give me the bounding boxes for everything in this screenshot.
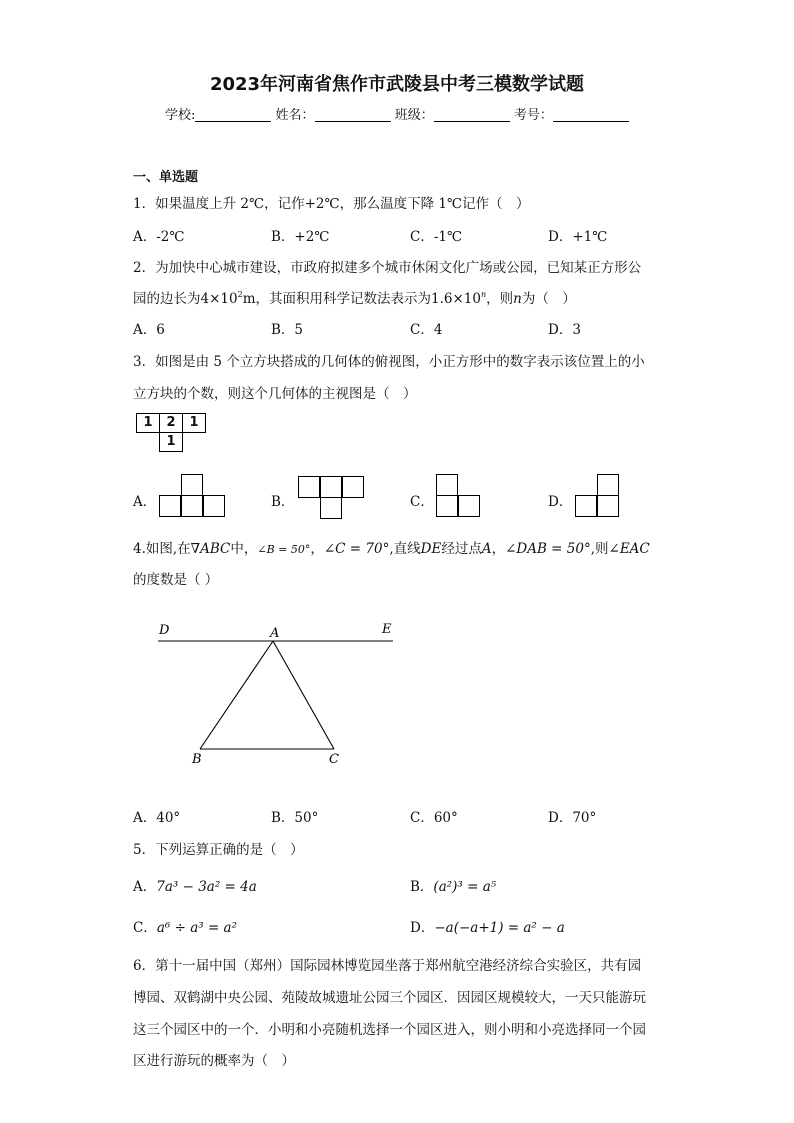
question-6-line4: 区进行游玩的概率为（ ） xyxy=(133,1053,295,1069)
q1-option-c: C．-1℃ xyxy=(410,229,463,245)
section-heading: 一、单选题 xyxy=(133,170,199,185)
name-blank[interactable] xyxy=(315,107,391,122)
grid-cell: 1 xyxy=(159,432,183,452)
q4-text: ， xyxy=(310,541,324,557)
side-ab xyxy=(200,641,273,749)
q3-option-a-label: A． xyxy=(133,494,157,510)
q5-option-d xyxy=(410,916,565,936)
side-ac xyxy=(273,641,334,749)
cube-square xyxy=(159,495,181,517)
number-label: 考号： xyxy=(513,108,553,123)
label-c: C xyxy=(329,752,339,767)
q5-expression: 7a³ − 3a² = 4a xyxy=(156,879,257,895)
q4-text: 经过点 xyxy=(441,541,482,557)
q2-side-exponent: 2 xyxy=(237,290,243,299)
q4-triangle-figure xyxy=(150,615,410,775)
q5-option-b xyxy=(410,875,496,895)
q2-variable: n xyxy=(513,291,522,307)
cube-square xyxy=(320,476,342,498)
q4-option-d: D．70° xyxy=(548,810,597,826)
student-info-line xyxy=(165,104,629,123)
name-label: 姓名： xyxy=(275,108,315,123)
q1-option-b: B．+2℃ xyxy=(271,229,330,245)
question-6-line1: 6．第十一届中国（郑州）国际园林博览园坐落于郑州航空港经济综合实验区，共有园 xyxy=(133,958,642,974)
label-d: D xyxy=(159,623,170,638)
q5-expression: −a(−a+1) = a² − a xyxy=(434,920,565,936)
school-blank[interactable] xyxy=(195,107,271,122)
q4-text: 中， xyxy=(230,541,258,557)
q1-option-d: D．+1℃ xyxy=(548,229,608,245)
cube-square xyxy=(436,474,458,496)
grid-cell: 1 xyxy=(182,413,206,433)
q5-option-a xyxy=(133,875,257,895)
q4-option-c: C．60° xyxy=(410,810,458,826)
question-2-line1: 2．为加快中心城市建设，市政府拟建多个城市休闲文化广场或公园，已知某正方形公 xyxy=(133,260,642,276)
q2-text: 园的边长为 xyxy=(133,291,201,307)
q4-angle-eac: ∠EAC xyxy=(608,541,650,557)
q5-option-label: A． xyxy=(133,879,157,895)
q5-option-label: B． xyxy=(410,879,434,895)
q2-text: ，则 xyxy=(486,291,514,307)
q5-expression: (a²)³ = a⁵ xyxy=(433,879,497,895)
question-3-line2: 立方块的个数，则这个几何体的主视图是（ ） xyxy=(133,386,417,402)
question-6-line2: 博园、双鹤湖中央公园、苑陵故城遗址公园三个园区．因园区规模较大，一天只能游玩 xyxy=(133,990,646,1006)
q4-text: 4.如图,在 xyxy=(133,541,191,557)
q2-option-b: B．5 xyxy=(271,322,304,338)
q3-option-c-label: C． xyxy=(410,494,434,510)
q2-text: ，其面积用科学记数法表示为 xyxy=(255,291,431,307)
question-5-stem: 5．下列运算正确的是（ ） xyxy=(133,842,304,858)
class-blank[interactable] xyxy=(434,107,510,122)
question-3-line1: 3．如图是由 5 个立方块搭成的几何体的俯视图，小正方形中的数字表示该位置上的小 xyxy=(133,354,645,370)
question-6-line3: 这三个园区中的一个．小明和小亮随机选择一个园区进入，则小明和小亮选择同一个园 xyxy=(133,1022,646,1038)
q4-angle-b: ∠B = 50° xyxy=(257,543,311,556)
label-a: A xyxy=(270,626,280,641)
grid-cell: 2 xyxy=(159,413,183,433)
q4-angle-dab: ∠DAB = 50° xyxy=(505,541,591,557)
q5-expression: a⁶ ÷ a³ = a² xyxy=(156,920,238,936)
cube-square xyxy=(320,497,342,519)
cube-square xyxy=(203,495,225,517)
q3-option-b-label: B． xyxy=(271,494,295,510)
q2-option-d: D．3 xyxy=(548,322,581,338)
cube-square xyxy=(458,495,480,517)
q4-text: ,则 xyxy=(590,541,609,557)
cube-square xyxy=(342,476,364,498)
q1-option-a: A．-2℃ xyxy=(133,229,185,245)
cube-square xyxy=(597,474,619,496)
q4-text: ， xyxy=(491,541,506,557)
q2-area-exponent: n xyxy=(480,290,487,299)
cube-square xyxy=(597,495,619,517)
q4-option-a: A．40° xyxy=(133,810,181,826)
question-2-line2 xyxy=(133,287,576,307)
question-4-line2: 的度数是（ ） xyxy=(133,572,219,588)
question-4-line1 xyxy=(133,537,650,557)
q2-option-c: C．4 xyxy=(410,322,443,338)
label-b: B xyxy=(192,752,202,767)
cube-square xyxy=(575,495,597,517)
cube-square xyxy=(436,495,458,517)
q4-text: ,直线 xyxy=(389,541,421,557)
q4-angle-c: ∠C = 70° xyxy=(323,541,390,557)
q4-triangle: ∇ABC xyxy=(190,541,231,557)
grid-cell: 1 xyxy=(136,413,160,433)
q4-option-b: B．50° xyxy=(271,810,319,826)
q5-option-c xyxy=(133,916,237,936)
class-label: 班级： xyxy=(394,108,434,123)
q4-point-a: A xyxy=(481,541,492,557)
q2-side-length: 4×10 xyxy=(200,291,238,307)
q3-option-d-label: D． xyxy=(548,494,573,510)
label-e: E xyxy=(382,622,392,637)
page-title: 2023年河南省焦作市武陵县中考三模数学试题 xyxy=(209,74,585,95)
q5-option-label: D． xyxy=(410,920,435,936)
cube-square xyxy=(298,476,320,498)
question-1-stem: 1．如果温度上升 2℃，记作+2℃，那么温度下降 1℃记作（ ） xyxy=(133,196,530,212)
cube-square xyxy=(181,495,203,517)
q4-line-de: DE xyxy=(420,541,442,557)
q2-unit: m xyxy=(242,291,256,307)
q2-area-expression: 1.6×10 xyxy=(431,291,481,307)
q5-option-label: C． xyxy=(133,920,157,936)
school-label: 学校: xyxy=(165,108,196,123)
number-blank[interactable] xyxy=(553,107,629,122)
q2-option-a: A．6 xyxy=(133,322,165,338)
q2-text: 为（ ） xyxy=(521,291,576,307)
cube-square xyxy=(181,474,203,496)
